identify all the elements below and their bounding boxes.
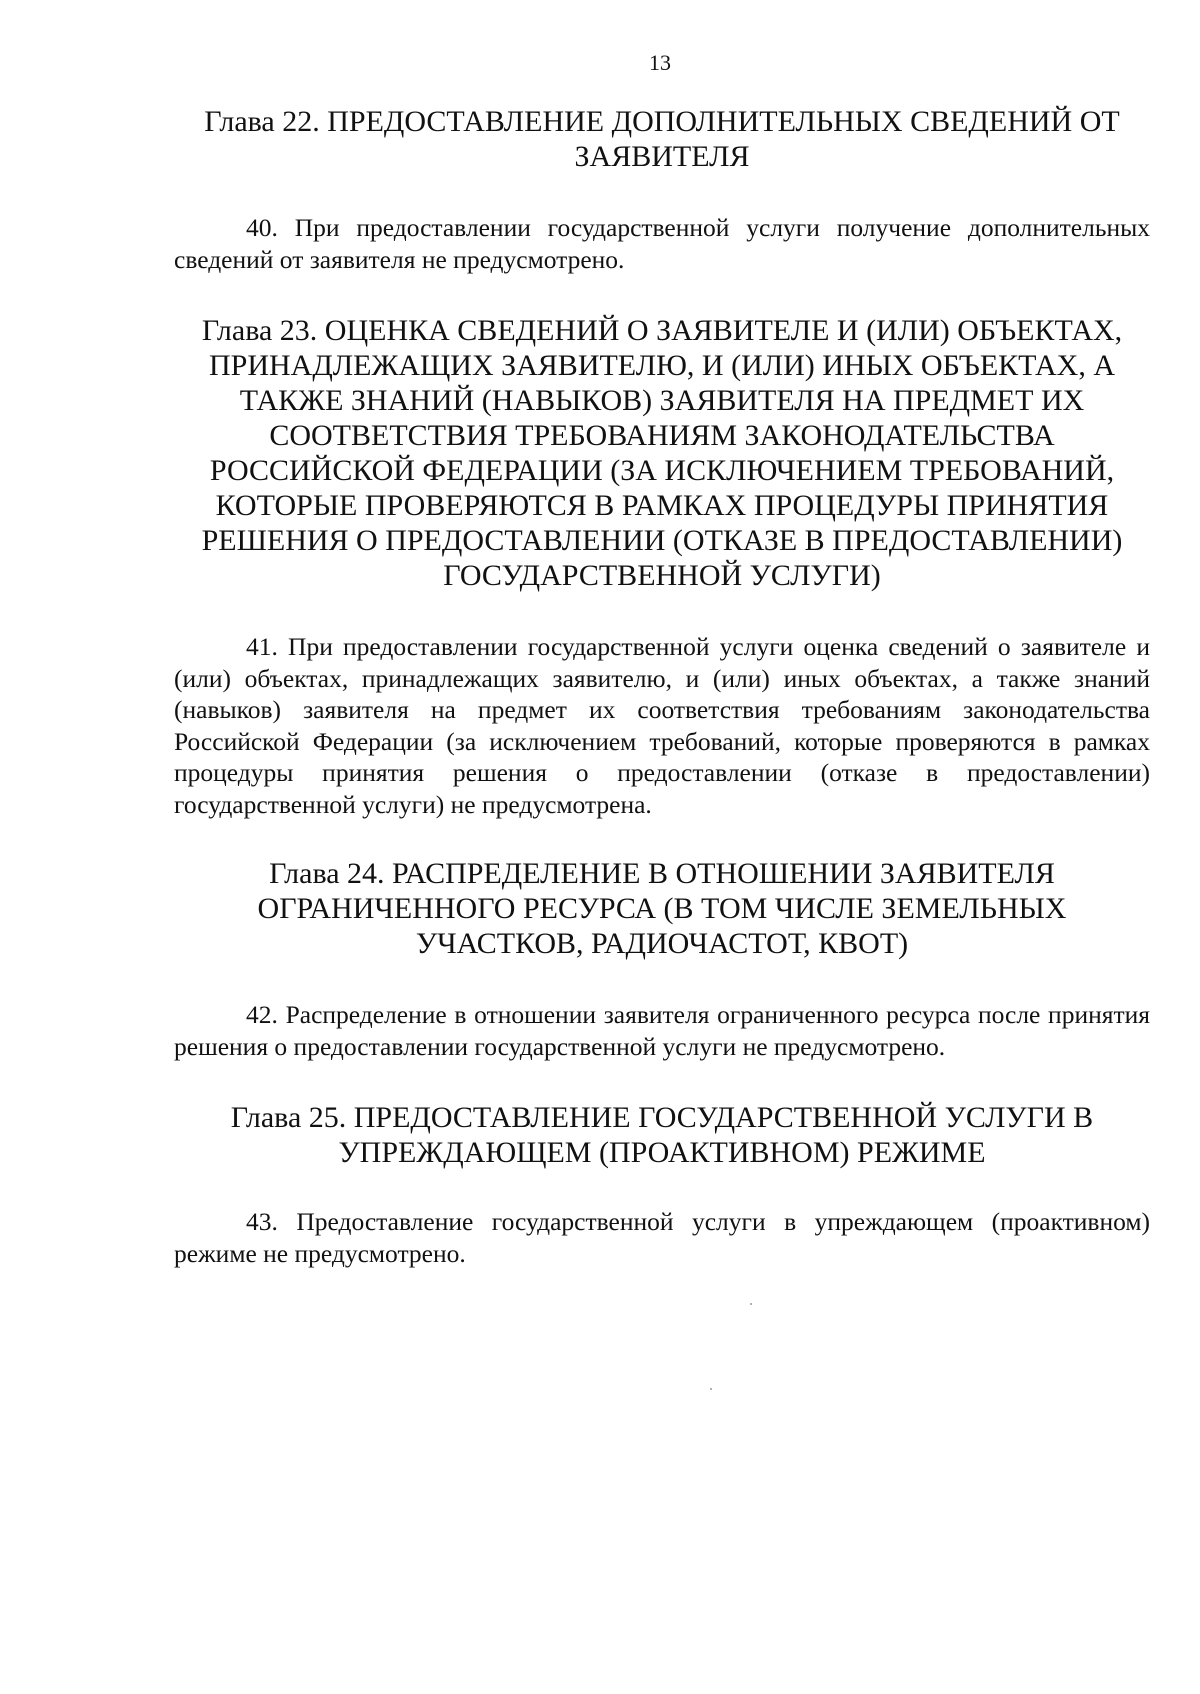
chapter-24-heading: Глава 24. РАСПРЕДЕЛЕНИЕ В ОТНОШЕНИИ ЗАЯВИТЕЛЯ ОГРАНИЧЕННОГО РЕСУРСА (В ТОМ ЧИСЛЕ ЗЕМЕЛЬНЫХ УЧАСТКОВ, РАДИОЧАСТОТ, КВОТ) <box>257 857 1067 960</box>
paragraph-41: 41. При предоставлении государственной услуги оценка сведений о заявителе и (или) объектах, принадлежащих заявителю, и (или) иных объектах, а также знаний (навыков) заявителя на предмет их соответствия требованиям законодательства Российской Федерации (за исключением требований, которые проверяются в рамках процедуры принятия решения о предоставлении (отказе в предоставлении) государственной услуги) не предусмотрена. <box>174 632 1150 819</box>
chapter-23-heading: Глава 23. ОЦЕНКА СВЕДЕНИЙ О ЗАЯВИТЕЛЕ И (ИЛИ) ОБЪЕКТАХ, ПРИНАДЛЕЖАЩИХ ЗАЯВИТЕЛЮ, И (ИЛИ) ИНЫХ ОБЪЕКТАХ, А ТАКЖЕ ЗНАНИЙ (НАВЫКОВ) ЗАЯВИТЕЛЯ НА ПРЕДМЕТ ИХ СООТВЕТСТВИЯ ТРЕБОВАНИЯМ ЗАКОНОДАТЕЛЬСТВА РОССИЙСКОЙ ФЕДЕРАЦИИ (ЗА ИСКЛЮЧЕНИЕМ ТРЕБОВАНИЙ, КОТОРЫЕ ПРОВЕРЯЮТСЯ В РАМКАХ ПРОЦЕДУРЫ ПРИНЯТИЯ РЕШЕНИЯ О ПРЕДОСТАВЛЕНИИ (ОТКАЗЕ В ПРЕДОСТАВЛЕНИИ) ГОСУДАРСТВЕННОЙ УСЛУГИ) <box>201 314 1123 592</box>
scan-speck <box>710 1388 712 1390</box>
paragraph-40: 40. При предоставлении государственной услуги получение дополнительных сведений от заявителя не предусмотрено. <box>174 213 1150 274</box>
chapter-25-heading: Глава 25. ПРЕДОСТАВЛЕНИЕ ГОСУДАРСТВЕННОЙ УСЛУГИ В УПРЕЖДАЮЩЕМ (ПРОАКТИВНОМ) РЕЖИМЕ <box>230 1101 1094 1169</box>
scan-speck <box>750 1303 752 1305</box>
paragraph-43: 43. Предоставление государственной услуги в упреждающем (проактивном) режиме не предусмотрено. <box>174 1207 1150 1268</box>
paragraph-42: 42. Распределение в отношении заявителя ограниченного ресурса после принятия решения о предоставлении государственной услуги не предусмотрено. <box>174 1000 1150 1061</box>
chapter-22-heading: Глава 22. ПРЕДОСТАВЛЕНИЕ ДОПОЛНИТЕЛЬНЫХ СВЕДЕНИЙ ОТ ЗАЯВИТЕЛЯ <box>204 105 1120 173</box>
page-content <box>174 104 1150 1269</box>
page-number: 13 <box>649 50 671 75</box>
